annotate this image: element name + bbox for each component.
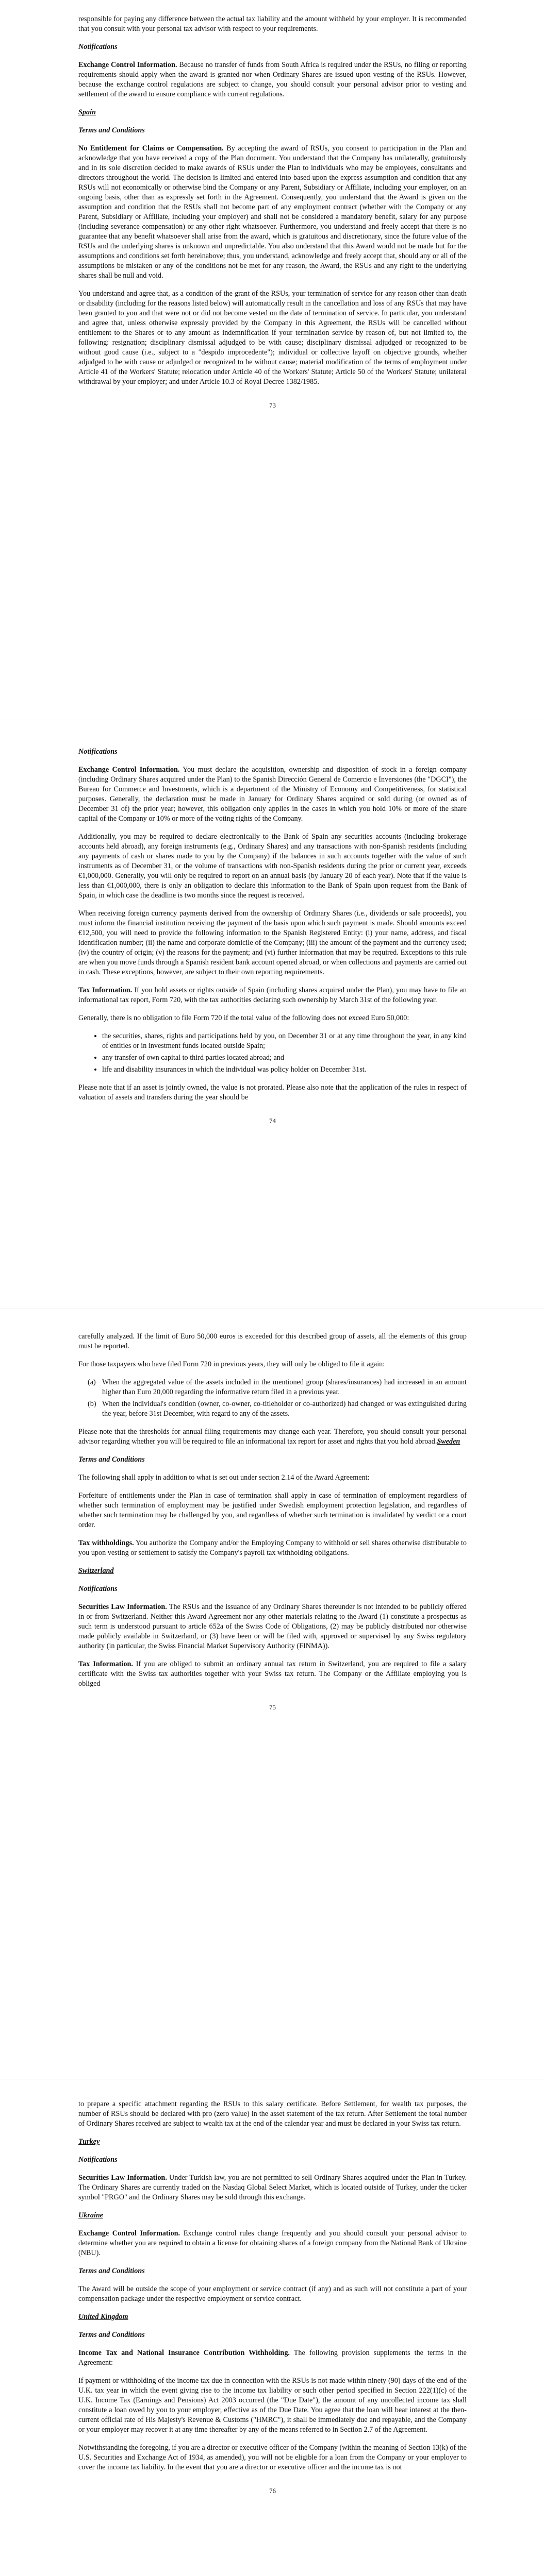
bullet-list [78,1031,467,1075]
run-in-heading: Exchange Control Information. [78,61,177,69]
section-subheading: Notifications [78,2156,118,2164]
list-marker: (a) [88,1378,96,1386]
paragraph-text: Please note that the thresholds for annual filing requirements may change each year. Therefore, you should consult your personal advisor regarding whether you will be required to file an informational tax report for asset and rights that you hold abroad. [78,1428,467,1446]
paragraph-text: You authorize the Company and/or the Employing Company to withhold or sell shares otherwise distributable to you upon vesting or settlement to satisfy the Company's payroll tax withholding obligations. [78,1539,467,1557]
paragraph [78,1538,467,1558]
run-in-heading: Tax Information. [78,1660,133,1668]
list-item: • the securities, shares, rights and participations held by you, on December 31 or at any time throughout the year, in any kind of entities or in investment funds located outside Spain; [102,1031,467,1051]
page-73 [0,14,544,410]
page-number: 74 [269,1117,276,1125]
page-75 [0,1332,544,1712]
paragraph-text: The RSUs and the issuance of any Ordinary Shares thereunder is not intended to be publicly offered in or from Switzerland. Neither this Award Agreement nor any other materials relating to the Award (1) constitute a prospectus as such term is understood pursuant to article 652a of the Swiss Code of Obligations, (2) may be publicly distributed nor otherwise made publicly available in Switzerland, or (3) have been or will be filed with, approved or supervised by any Swiss regulatory authority (in particular, the Swiss Financial Market Supervisory Authority (FINMA)). [78,1603,467,1650]
section-subheading: Notifications [78,1585,118,1593]
paragraph: If payment or withholding of the income tax due in connection with the RSUs is not made within ninety (90) days of the end of the U.K. tax year in which the event giving rise to the income tax liability or such other period specified in Section 222(1)(c) of the U.K. Income Tax (Earnings and Pensions) Act 2003 occurred (the "Due Date"), the amount of any uncollected income tax shall constitute a loan owed by you to your employer, effective as of the Due Date. You agree that the loan will bear interest at the then-current official rate of His Majesty's Revenue & Customs ("HMRC"), it shall be immediately due and repayable, and the Company or your employer may recover it at any time thereafter by any of the means referred to in Section 2.7 of the Agreement. [78,2377,467,2434]
list-marker: (b) [88,1400,96,1408]
paragraph: The following shall apply in addition to what is set out under section 2.14 of the Award Agreement: [78,1473,370,1482]
section-subheading: Terms and Conditions [78,2331,145,2339]
paragraph-text: Exchange control rules change frequently and you should consult your personal advisor to determine whether you are required to obtain a license for obtaining shares of a foreign company from the National Bank of Ukraine (NBU). [78,2229,467,2257]
paragraph [78,1427,467,1447]
country-heading-turkey: Turkey [78,2138,100,2146]
country-heading-spain: Spain [78,108,96,116]
list-item-text: When the individual's condition (owner, co-owner, co-titleholder or co-authorized) had changed or was extinguished during the year, before 31st December, with regard to any of the assets. [102,1400,467,1418]
paragraph: Forfeiture of entitlements under the Plan in case of termination shall apply in case of termination of employment regardless of whether such termination of employment may be justified under Swedish employment protection legislation, and regardless of whether such termination may be challenged by you, and regardless of whether such termination is invalidated by verdict or a court order. [78,1492,467,1529]
paragraph: to prepare a specific attachment regarding the RSUs to this salary certificate. Before Settlement, for wealth tax purposes, the number of RSUs should be declared with pro (zero value) in the asset statement of the tax return. After Settlement the total number of Ordinary Shares received are subject to wealth tax at the end of the calendar year and must be declared in your Swiss tax return. [78,2100,467,2128]
run-in-heading: Securities Law Information. [78,1603,167,1611]
run-in-heading: Securities Law Information. [78,2174,167,2182]
paragraph-text: If you are obliged to submit an ordinary annual tax return in Switzerland, you are required to file a salary certificate with the Swiss tax authorities together with your Swiss tax return. The Company or the Affiliate employing you is obliged [78,1660,467,1688]
paragraph: Generally, there is no obligation to file Form 720 if the total value of the following does not exceed Euro 50,000: [78,1014,409,1022]
run-in-heading: Exchange Control Information. [78,2229,180,2238]
country-heading-united-kingdom: United Kingdom [78,2313,128,2321]
run-in-heading: Tax withholdings. [78,1539,134,1547]
page-number: 73 [269,401,276,409]
paragraph: Please note that if an asset is jointly owned, the value is not prorated. Please also note that the application of the rules in respect of valuation of assets and transfers during the year should be [78,1083,467,1101]
paragraph-text: The following provision supplements the terms in the Agreement: [78,2349,467,2367]
country-heading-sweden: Sweden [437,1437,460,1446]
paragraph: The Award will be outside the scope of your employment or service contract (if any) and as such will not constitute a part of your compensation package under the respective employment or service contract. [78,2285,467,2303]
country-heading-ukraine: Ukraine [78,2211,104,2219]
section-subheading: Terms and Conditions [78,126,145,134]
paragraph [78,60,467,99]
page-74 [0,747,544,1126]
paragraph: Additionally, you may be required to declare electronically to the Bank of Spain any securities accounts (including brokerage accounts held abroad), any foreign instruments (e.g., Ordinary Shares) and any transactions with non-Spanish residents (including any payments of cash or shares made to you by the Company) if the balances in such accounts together with the value of such instruments as of December 31, or the volume of transactions with non-Spanish residents during the prior or current year, exceeds €1,000,000. Generally, you will only be required to report on an annual basis (by January 20 of each year). Note that if the value is less than €1,000,000, there is only an obligation to declare this information to the Bank of Spain upon request from the Bank of Spain, in which case the deadline is two months since the request is received. [78,833,467,900]
paragraph [78,1659,467,1689]
list-item: • life and disability insurances in which the individual was policy holder on December 31st. [102,1065,467,1075]
paragraph: carefully analyzed. If the limit of Euro 50,000 euros is exceeded for this described group of assets, all the elements of this group must be reported. [78,1332,467,1350]
paragraph: responsible for paying any difference between the actual tax liability and the amount withheld by your employer. It is recommended that you consult with your personal tax advisor with respect to your requirements. [78,15,467,33]
lettered-list [78,1378,467,1419]
paragraph: When receiving foreign currency payments derived from the ownership of Ordinary Shares (i.e., dividends or sale proceeds), you must inform the financial institution receiving the payment of the basis upon which such payment is made. Should amounts exceed €12,500, you will need to provide the following information to the Spanish Registered Entity: (i) your name, address, and fiscal identification number; (ii) the name and corporate domicile of the Company; (iii) the amount of the payment and the currency used; (iv) the country of origin; (v) the reasons for the payment; and (vi) further information that may be required. Exceptions to this rule are when you move funds through a Spanish resident bank account opened abroad, or when collections and payments are carried out in cash. These exceptions, however, are subject to their own reporting requirements. [78,909,467,976]
section-subheading: Terms and Conditions [78,1455,145,1464]
section-subheading: Notifications [78,43,118,51]
paragraph: You understand and agree that, as a condition of the grant of the RSUs, your termination of service for any reason other than death or disability (including for the reasons listed below) will automatically result in the cancellation and loss of any RSUs that may have been granted to you and that were not or did not become vested on the date of termination of service. In particular, you understand and agree that, unless otherwise expressly provided by the Company in this Agreement, the RSUs will be cancelled without entitlement to the Shares or to any amount as indemnification if your termination service by reason of, but not limited to, the following: resignation; disciplinary dismissal adjudged to be with cause; disciplinary dismissal adjudged or recognized to be without good cause (i.e., subject to a "despido improcedente"); individual or collective layoff on objective grounds, whether adjudged to be with cause or adjudged or recognized to be without cause; material modification of the terms of employment under Article 41 of the Workers' Statute; relocation under Article 40 of the Workers' Statute; Article 50 of the Workers' Statute; unilateral withdrawal by your employer; and under Article 10.3 of Royal Decree 1382/1985. [78,290,467,386]
paragraph [78,986,467,1005]
paragraph-text: Under Turkish law, you are not permitted to sell Ordinary Shares acquired under the Plan in Turkey. The Ordinary Shares are currently traded on the Nasdaq Global Select Market, which is located outside of Turkey, under the ticker symbol "PRGO" and the Ordinary Shares may be sold through this exchange. [78,2174,467,2201]
run-in-heading: Tax Information. [78,986,133,994]
section-subheading: Terms and Conditions [78,2267,145,2275]
paragraph-text: You must declare the acquisition, ownership and disposition of stock in a foreign company (including Ordinary Shares acquired under the Plan) to the Spanish Dirección General de Comercio e Inversiones (the "DGCI"), the Bureau for Commerce and Investments, which is a department of the Ministry of Economy and Competitiveness, for statistical purposes. Generally, the declaration must be made in January for Ordinary Shares acquired or sold during (or owned as of December 31 of) the prior year; however, this obligation only applies in the cases in which you hold 10% or more of the share capital of the Company or 10% or more of the voting rights of the Company. [78,766,467,823]
page-76 [0,2099,544,2496]
paragraph [78,144,467,281]
paragraph-text: Because no transfer of funds from South Africa is required under the RSUs, no filing or reporting requirements should apply when the award is granted nor when Ordinary Shares are issued upon vesting of the RSUs. However, because the exchange control regulations are subject to change, you should consult your personal advisor prior to vesting and settlement of the award to ensure compliance with current regulations. [78,61,467,98]
run-in-heading: Exchange Control Information. [78,766,180,774]
paragraph [78,2229,467,2258]
list-item [88,1378,467,1397]
list-item-text: When the aggregated value of the assets included in the mentioned group (shares/insurances) had increased in an amount higher than Euro 20,000 regarding the informative return filed in a previous year. [102,1378,467,1396]
paragraph-text: By accepting the award of RSUs, you consent to participation in the Plan and acknowledge that you have received a copy of the Plan document. You understand that the Company has unilaterally, gratuitously and in its sole discretion decided to make awards of RSUs under the Plan to individuals who may be employees, consultants and directors throughout the world. The decision is limited and entered into based upon the express assumption and condition that any RSUs will not economically or otherwise bind the Company or any Parent, Subsidiary or Affiliate, including your employer, on an ongoing basis, other than as expressly set forth in the Agreement. Consequently, you understand that the Award is given on the assumption and condition that the RSUs shall not become part of any employment contract (whether with the Company or any Parent, Subsidiary or Affiliate, including your employer) and shall not be considered a mandatory benefit, salary for any purpose (including severance compensation) or any other right whatsoever. Furthermore, you understand and freely accept that there is no guarantee that any benefit whatsoever shall arise from the award, which is gratuitous and discretionary, since the future value of the RSUs and the underlying shares is unknown and unpredictable. You also understand that this Award would not be made but for the assumptions and conditions set forth hereinabove; thus, you understand, acknowledge and freely accept that, should any or all of the assumptions be mistaken or any of the conditions not be met for any reason, the Award, the RSUs and any right to the underlying shares shall be null and void. [78,144,467,280]
run-in-heading: Income Tax and National Insurance Contribution Withholding. [78,2349,290,2357]
page-number: 75 [269,1703,276,1711]
paragraph [78,2173,467,2202]
paragraph [78,2348,467,2368]
section-subheading: Notifications [78,748,118,756]
paragraph-text: If you hold assets or rights outside of Spain (including shares acquired under the Plan), you may have to file an informational tax report, Form 720, with the tax authorities declaring such ownership by March 31st of the following year. [78,986,467,1004]
list-item [88,1399,467,1419]
list-item: • any transfer of own capital to third parties located abroad; and [102,1053,467,1063]
paragraph [78,765,467,824]
country-heading-switzerland: Switzerland [78,1567,114,1575]
paragraph: For those taxpayers who have filed Form 720 in previous years, they will only be obliged to file it again: [78,1360,385,1368]
paragraph: Notwithstanding the foregoing, if you are a director or executive officer of the Company (within the meaning of Section 13(k) of the U.S. Securities and Exchange Act of 1934, as amended), you will not be eligible for a loan from the Company or your employer to cover the income tax liability. In the event that you are a director or executive officer and the income tax is not [78,2444,467,2471]
page-number: 76 [269,2487,276,2495]
paragraph [78,1602,467,1651]
run-in-heading: No Entitlement for Claims or Compensation. [78,144,224,152]
